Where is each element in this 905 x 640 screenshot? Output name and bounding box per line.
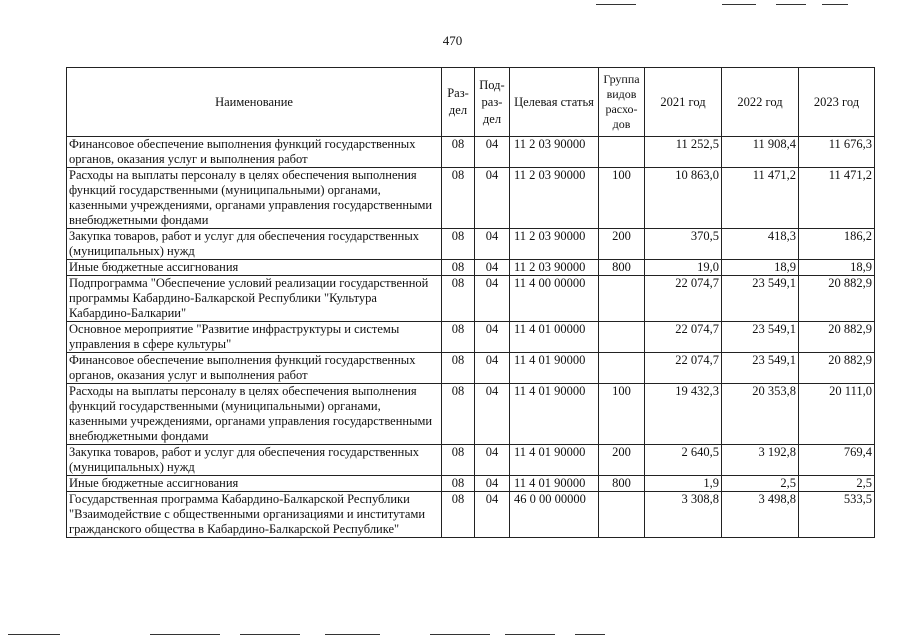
page-number: 470 bbox=[442, 33, 463, 48]
row-name: Иные бюджетные ассигнования bbox=[67, 260, 442, 276]
row-name: Финансовое обеспечение выполнения функций государственных органов, оказания услуг и выполнения работ bbox=[67, 137, 442, 168]
row-2022: 11 471,2 bbox=[722, 168, 799, 229]
row-group: 800 bbox=[599, 260, 645, 276]
table-row bbox=[67, 353, 875, 384]
row-2022: 2,5 bbox=[722, 476, 799, 492]
row-name: Расходы на выплаты персоналу в целях обеспечения выполнения функций государственными (муниципальными) органами, казенными учреждениями, органами управления государственными внебюджетными фондами bbox=[67, 168, 442, 229]
row-2023: 20 111,0 bbox=[799, 384, 875, 445]
row-2022: 3 192,8 bbox=[722, 445, 799, 476]
row-subsection: 04 bbox=[475, 137, 510, 168]
row-2022: 3 498,8 bbox=[722, 492, 799, 538]
table-row bbox=[67, 476, 875, 492]
row-target: 11 2 03 90000 bbox=[510, 260, 599, 276]
table-row bbox=[67, 445, 875, 476]
row-target: 11 4 01 00000 bbox=[510, 322, 599, 353]
row-name: Основное мероприятие "Развитие инфраструктуры и системы управления в сфере культуры" bbox=[67, 322, 442, 353]
row-name: Закупка товаров, работ и услуг для обеспечения государственных (муниципальных) нужд bbox=[67, 445, 442, 476]
header-2023: 2023 год bbox=[799, 68, 875, 137]
row-2021: 22 074,7 bbox=[645, 322, 722, 353]
row-2023: 533,5 bbox=[799, 492, 875, 538]
row-2021: 22 074,7 bbox=[645, 353, 722, 384]
header-section: Раз-дел bbox=[442, 68, 475, 137]
row-2022: 18,9 bbox=[722, 260, 799, 276]
row-target: 11 4 01 90000 bbox=[510, 445, 599, 476]
scan-mark-line bbox=[776, 4, 806, 5]
row-subsection: 04 bbox=[475, 492, 510, 538]
row-2021: 10 863,0 bbox=[645, 168, 722, 229]
row-group: 200 bbox=[599, 445, 645, 476]
row-group bbox=[599, 322, 645, 353]
table-row bbox=[67, 260, 875, 276]
row-2023: 11 471,2 bbox=[799, 168, 875, 229]
row-section: 08 bbox=[442, 384, 475, 445]
header-row bbox=[67, 68, 875, 137]
row-target: 11 4 01 90000 bbox=[510, 476, 599, 492]
row-2023: 20 882,9 bbox=[799, 353, 875, 384]
row-2023: 18,9 bbox=[799, 260, 875, 276]
scan-mark-line bbox=[575, 634, 605, 635]
row-section: 08 bbox=[442, 353, 475, 384]
row-2021: 19 432,3 bbox=[645, 384, 722, 445]
row-subsection: 04 bbox=[475, 322, 510, 353]
row-group bbox=[599, 353, 645, 384]
row-name: Подпрограмма "Обеспечение условий реализации государственной программы Кабардино-Балкарской Республики "Культура Кабардино-Балкарии" bbox=[67, 276, 442, 322]
row-2022: 23 549,1 bbox=[722, 322, 799, 353]
row-name: Государственная программа Кабардино-Балкарской Республики "Взаимодействие с общественными организациями и институтами гражданского общества в Кабардино-Балкарской Республике" bbox=[67, 492, 442, 538]
row-subsection: 04 bbox=[475, 276, 510, 322]
scan-mark-line bbox=[505, 634, 555, 635]
row-2021: 1,9 bbox=[645, 476, 722, 492]
table-row bbox=[67, 276, 875, 322]
row-name: Закупка товаров, работ и услуг для обеспечения государственных (муниципальных) нужд bbox=[67, 229, 442, 260]
row-section: 08 bbox=[442, 445, 475, 476]
header-group: Группа видов расхо-дов bbox=[599, 68, 645, 137]
row-section: 08 bbox=[442, 322, 475, 353]
budget-table bbox=[66, 67, 875, 538]
header-2021: 2021 год bbox=[645, 68, 722, 137]
row-name: Финансовое обеспечение выполнения функций государственных органов, оказания услуг и выполнения работ bbox=[67, 353, 442, 384]
row-2022: 23 549,1 bbox=[722, 353, 799, 384]
row-subsection: 04 bbox=[475, 384, 510, 445]
scan-mark-line bbox=[596, 4, 636, 5]
table-row bbox=[67, 229, 875, 260]
row-target: 11 4 01 90000 bbox=[510, 353, 599, 384]
header-2022: 2022 год bbox=[722, 68, 799, 137]
row-group: 200 bbox=[599, 229, 645, 260]
row-2023: 769,4 bbox=[799, 445, 875, 476]
scan-mark-line bbox=[8, 634, 60, 635]
row-2021: 11 252,5 bbox=[645, 137, 722, 168]
scan-mark-line bbox=[240, 634, 300, 635]
header-target: Целевая статья bbox=[510, 68, 599, 137]
table-row bbox=[67, 168, 875, 229]
row-2021: 370,5 bbox=[645, 229, 722, 260]
row-section: 08 bbox=[442, 276, 475, 322]
table-body bbox=[67, 137, 875, 538]
row-2022: 418,3 bbox=[722, 229, 799, 260]
row-target: 46 0 00 00000 bbox=[510, 492, 599, 538]
row-group: 100 bbox=[599, 168, 645, 229]
row-target: 11 2 03 90000 bbox=[510, 168, 599, 229]
row-2021: 2 640,5 bbox=[645, 445, 722, 476]
header-subsection: Под-раз-дел bbox=[475, 68, 510, 137]
row-section: 08 bbox=[442, 492, 475, 538]
table-row bbox=[67, 322, 875, 353]
row-2022: 11 908,4 bbox=[722, 137, 799, 168]
scan-mark-line bbox=[722, 4, 756, 5]
row-2023: 2,5 bbox=[799, 476, 875, 492]
row-group bbox=[599, 492, 645, 538]
row-2022: 23 549,1 bbox=[722, 276, 799, 322]
row-2023: 186,2 bbox=[799, 229, 875, 260]
row-2021: 3 308,8 bbox=[645, 492, 722, 538]
table-row bbox=[67, 137, 875, 168]
row-target: 11 4 00 00000 bbox=[510, 276, 599, 322]
row-section: 08 bbox=[442, 260, 475, 276]
scan-mark-line bbox=[325, 634, 380, 635]
row-subsection: 04 bbox=[475, 445, 510, 476]
scan-mark-line bbox=[822, 4, 848, 5]
row-section: 08 bbox=[442, 168, 475, 229]
row-subsection: 04 bbox=[475, 260, 510, 276]
table-row bbox=[67, 492, 875, 538]
row-2021: 22 074,7 bbox=[645, 276, 722, 322]
row-section: 08 bbox=[442, 229, 475, 260]
row-section: 08 bbox=[442, 476, 475, 492]
row-group bbox=[599, 137, 645, 168]
row-subsection: 04 bbox=[475, 476, 510, 492]
row-target: 11 2 03 90000 bbox=[510, 229, 599, 260]
row-subsection: 04 bbox=[475, 353, 510, 384]
row-2022: 20 353,8 bbox=[722, 384, 799, 445]
table-row bbox=[67, 384, 875, 445]
row-subsection: 04 bbox=[475, 229, 510, 260]
row-2021: 19,0 bbox=[645, 260, 722, 276]
row-2023: 20 882,9 bbox=[799, 322, 875, 353]
row-group bbox=[599, 276, 645, 322]
row-subsection: 04 bbox=[475, 168, 510, 229]
row-target: 11 2 03 90000 bbox=[510, 137, 599, 168]
row-name: Иные бюджетные ассигнования bbox=[67, 476, 442, 492]
row-group: 800 bbox=[599, 476, 645, 492]
row-target: 11 4 01 90000 bbox=[510, 384, 599, 445]
scan-mark-line bbox=[430, 634, 490, 635]
row-group: 100 bbox=[599, 384, 645, 445]
scan-mark-line bbox=[150, 634, 220, 635]
row-2023: 11 676,3 bbox=[799, 137, 875, 168]
row-section: 08 bbox=[442, 137, 475, 168]
header-name: Наименование bbox=[67, 68, 442, 137]
row-name: Расходы на выплаты персоналу в целях обеспечения выполнения функций государственными (муниципальными) органами, казенными учреждениями, органами управления государственными внебюджетными фондами bbox=[67, 384, 442, 445]
row-2023: 20 882,9 bbox=[799, 276, 875, 322]
